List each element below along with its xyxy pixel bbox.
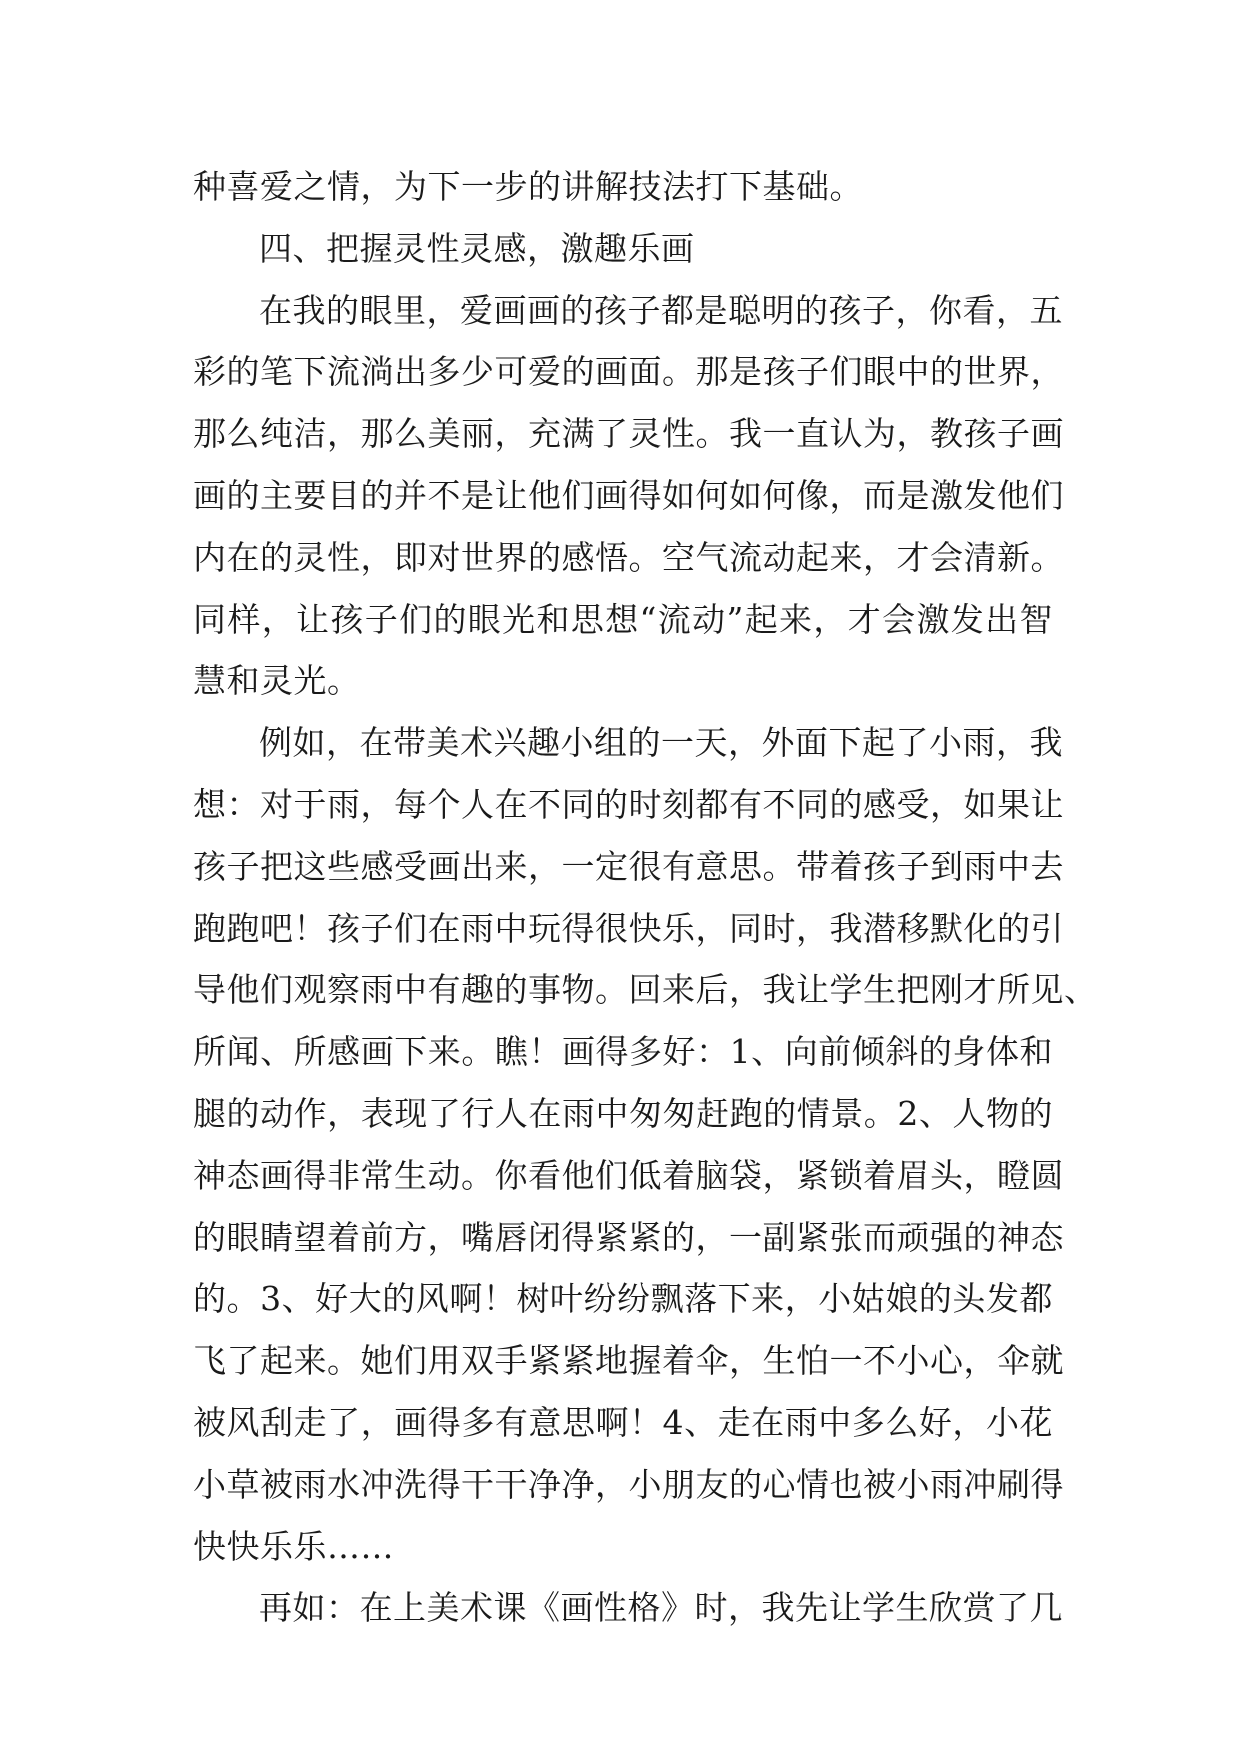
text-line: 导他们观察雨中有趣的事物。回来后，我让学生把刚才所见、 <box>193 970 1098 1010</box>
text-line: 画的主要目的并不是让他们画得如何如何像，而是激发他们 <box>193 475 1064 515</box>
text-line: 被风刮走了，画得多有意思啊！4、走在雨中多么好，小花 <box>193 1402 1053 1442</box>
paragraph-first-line: 例如，在带美术兴趣小组的一天，外面下起了小雨，我 <box>259 723 1063 763</box>
text-line: 所闻、所感画下来。瞧！画得多好：1、向前倾斜的身体和 <box>193 1032 1053 1072</box>
text-line: 快快乐乐…… <box>193 1526 394 1566</box>
text-line: 飞了起来。她们用双手紧紧地握着伞，生怕一不小心，伞就 <box>193 1341 1064 1381</box>
text-line: 种喜爱之情，为下一步的讲解技法打下基础。 <box>193 167 863 206</box>
section-heading: 四、把握灵性灵感，激趣乐画 <box>259 228 695 268</box>
text-line: 的眼睛望着前方，嘴唇闭得紧紧的，一副紧张而顽强的神态 <box>193 1217 1064 1257</box>
text-line: 想：对于雨，每个人在不同的时刻都有不同的感受，如果让 <box>193 784 1064 824</box>
text-line: 慧和灵光。 <box>193 661 361 701</box>
text-line: 孩子把这些感受画出来，一定很有意思。带着孩子到雨中去 <box>193 846 1064 886</box>
document-body <box>193 156 1098 1639</box>
text-line: 的。3、好大的风啊！树叶纷纷飘落下来，小姑娘的头发都 <box>193 1279 1053 1319</box>
text-line: 腿的动作，表现了行人在雨中匆匆赶跑的情景。2、人物的 <box>193 1093 1053 1133</box>
text-line: 神态画得非常生动。你看他们低着脑袋，紧锁着眉头，瞪圆 <box>193 1155 1064 1195</box>
text-line: 彩的笔下流淌出多少可爱的画面。那是孩子们眼中的世界， <box>193 352 1064 392</box>
paragraph-first-line: 再如：在上美术课《画性格》时，我先让学生欣赏了几 <box>259 1588 1063 1628</box>
text-line: 那么纯洁，那么美丽，充满了灵性。我一直认为，教孩子画 <box>193 414 1064 454</box>
text-line: 小草被雨水冲洗得干干净净，小朋友的心情也被小雨冲刷得 <box>193 1464 1064 1504</box>
text-line: 跑跑吧！孩子们在雨中玩得很快乐，同时，我潜移默化的引 <box>193 908 1064 948</box>
paragraph-first-line: 在我的眼里，爱画画的孩子都是聪明的孩子，你看，五 <box>259 290 1063 330</box>
text-line: 同样，让孩子们的眼光和思想“流动”起来，才会激发出智 <box>193 599 1053 639</box>
text-line: 内在的灵性，即对世界的感悟。空气流动起来，才会清新。 <box>193 537 1064 577</box>
